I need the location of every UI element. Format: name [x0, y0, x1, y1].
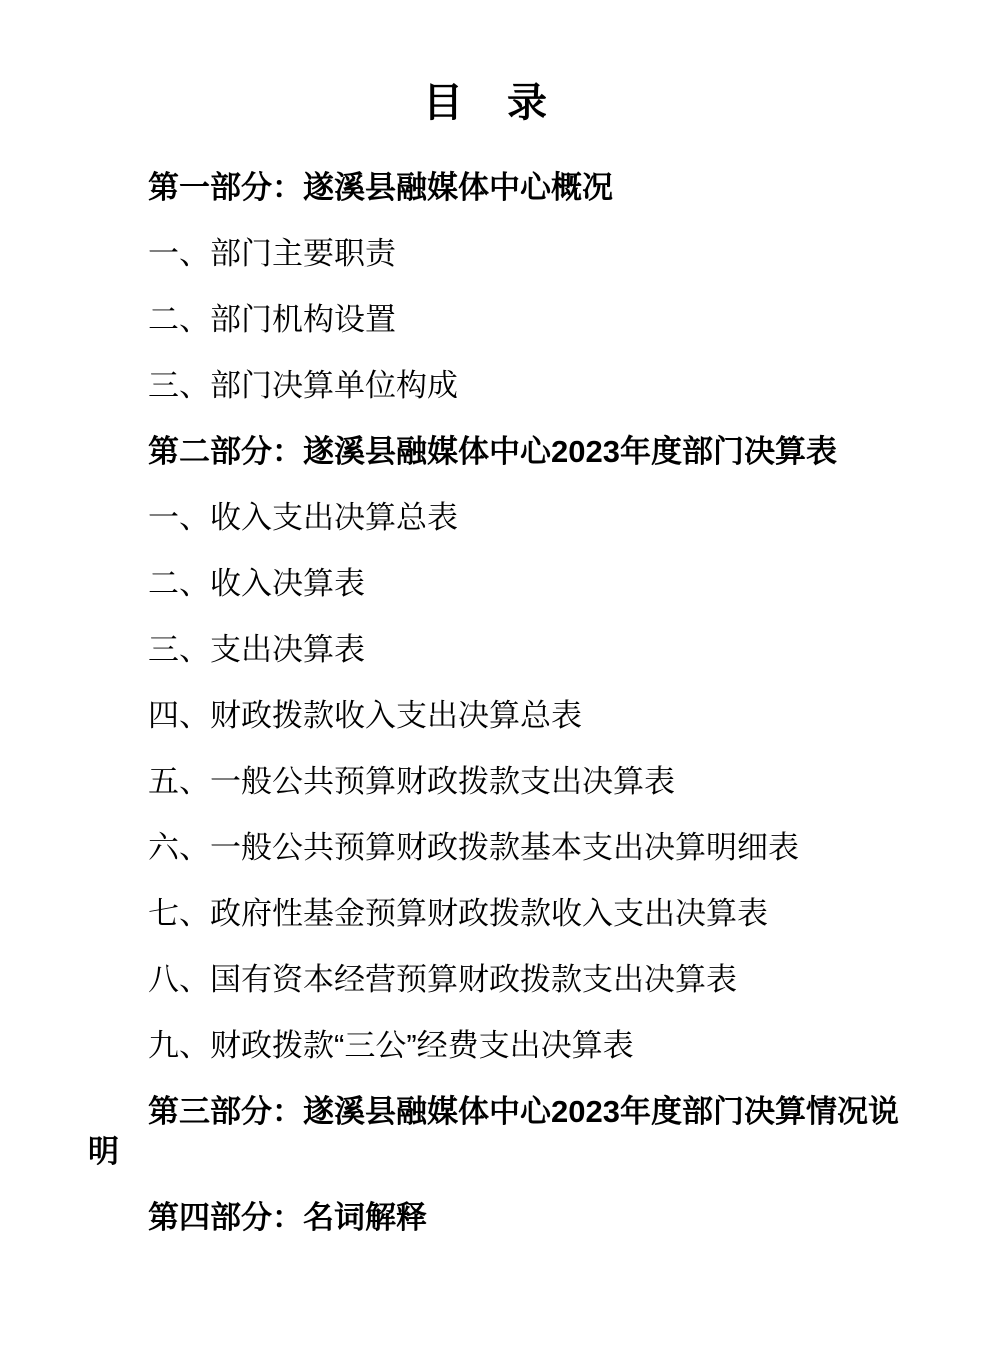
- toc-part2-item-1: 一、收入支出决算总表: [148, 500, 458, 535]
- toc-part2-item-9: 九、财政拨款“三公”经费支出决算表: [148, 1028, 634, 1063]
- toc-part2-item-4: 四、财政拨款收入支出决算总表: [148, 698, 582, 733]
- toc-part2-heading: 第二部分：遂溪县融媒体中心2023年度部门决算表: [148, 434, 837, 469]
- toc-part1-item-3: 三、部门决算单位构成: [148, 368, 458, 403]
- toc-part2-item-5: 五、一般公共预算财政拨款支出决算表: [148, 764, 675, 799]
- toc-part1-heading: 第一部分：遂溪县融媒体中心概况: [148, 170, 613, 205]
- toc-part4-heading: 第四部分：名词解释: [148, 1200, 427, 1235]
- toc-part2-item-2: 二、收入决算表: [148, 566, 365, 601]
- toc-part2-item-7: 七、政府性基金预算财政拨款收入支出决算表: [148, 896, 768, 931]
- toc-part1-item-1: 一、部门主要职责: [148, 236, 396, 271]
- toc-part2-item-6: 六、一般公共预算财政拨款基本支出决算明细表: [148, 830, 799, 865]
- toc-part2-item-3: 三、支出决算表: [148, 632, 365, 667]
- toc-page: [0, 79, 995, 1238]
- page-title: 目 录: [423, 81, 549, 125]
- toc-part2-item-8: 八、国有资本经营预算财政拨款支出决算表: [148, 962, 737, 997]
- toc-part1-item-2: 二、部门机构设置: [148, 302, 396, 337]
- toc-part3-heading: 第三部分：遂溪县融媒体中心2023年度部门决算情况说明: [88, 1094, 899, 1169]
